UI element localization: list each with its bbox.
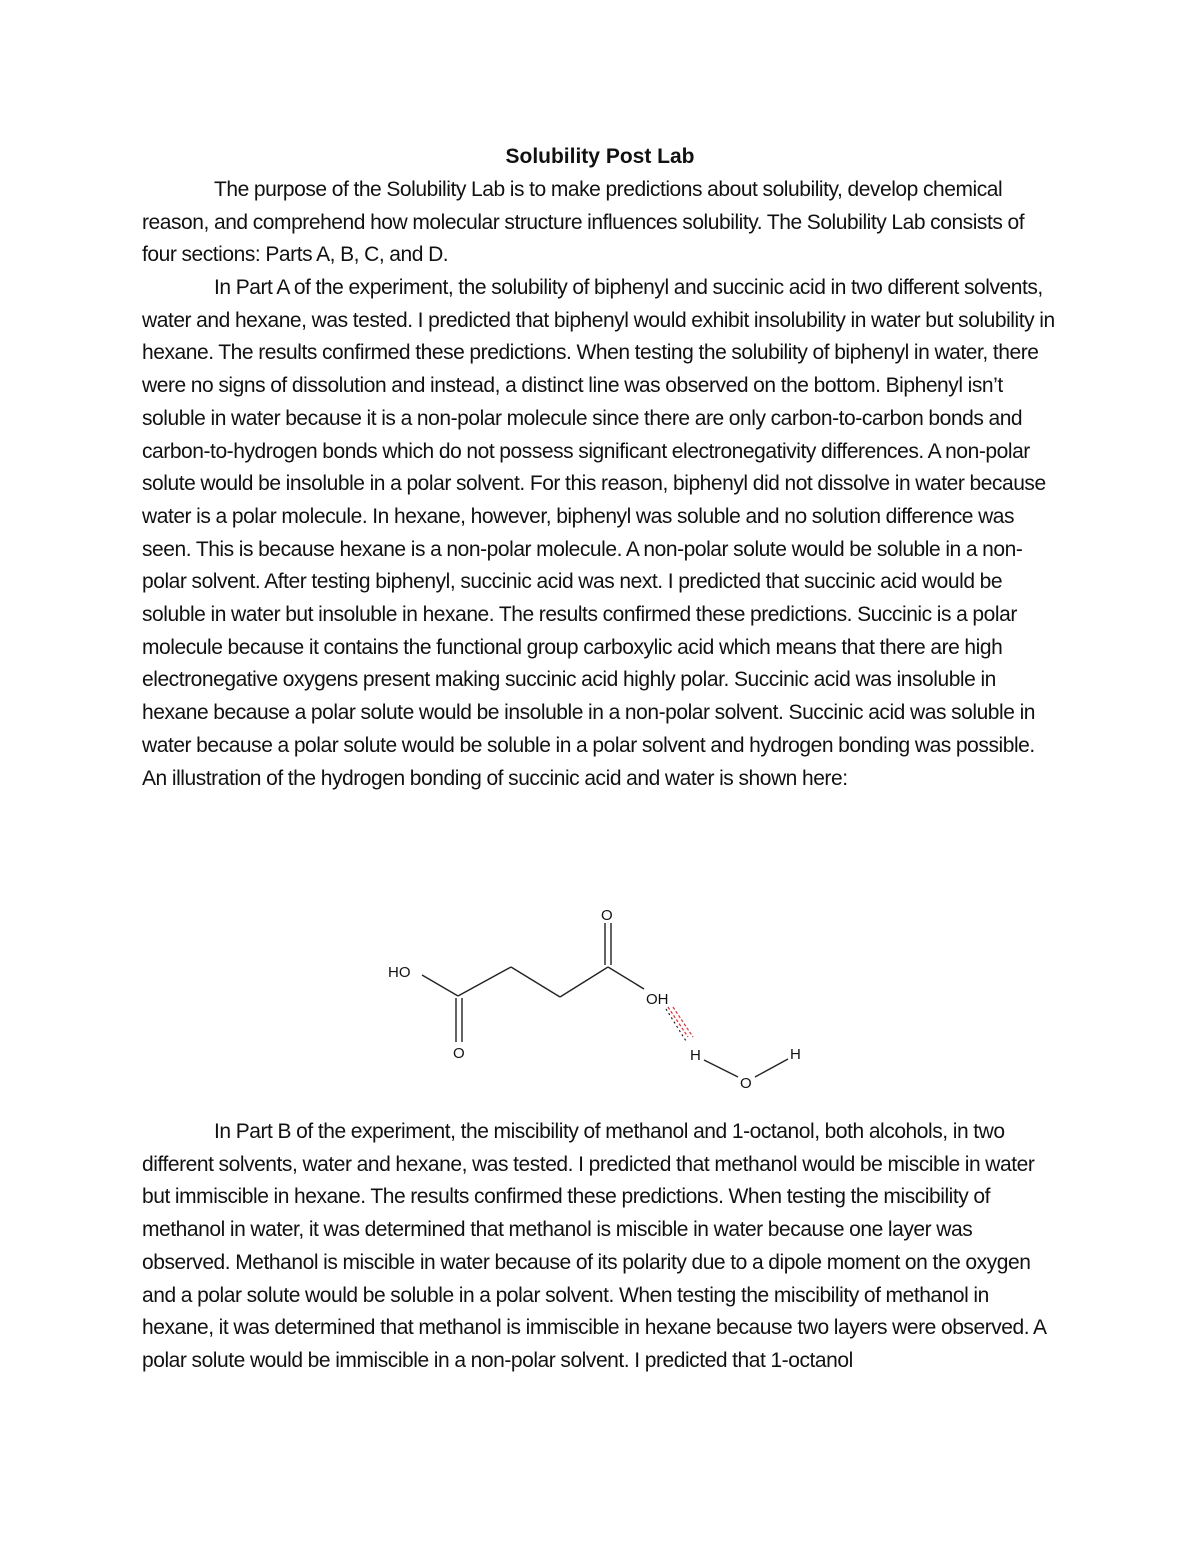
bond-c2-c3 xyxy=(511,967,560,997)
hbond-dashed-red-2 xyxy=(673,1007,693,1037)
label-ho-left: HO xyxy=(388,964,411,981)
succinic-acid-water-hbond-diagram xyxy=(370,895,830,1100)
bond-c3-c4 xyxy=(560,967,608,997)
molecule-bonds xyxy=(422,923,788,1077)
paragraph-purpose: The purpose of the Solubility Lab is to make predictions about solubility, develop chemical reason, and comprehend how molecular structure influences solubility. The Solubility Lab consists of four sections: Parts A, B, C, and D. xyxy=(142,178,1025,267)
bond-c1-c2 xyxy=(458,967,511,996)
paragraph-part-b: In Part B of the experiment, the miscibility of methanol and 1-octanol, both alcohols, in two different solvents, water and hexane, was tested. I predicted that methanol would be miscible in water but immiscible in hexane. The results confirmed these predictions. When testing the miscibility of methanol in water, it was determined that methanol is miscible in water because one layer was observed. Methanol is miscible in water because of its polarity due to a dipole moment on the oxygen and a polar solute would be soluble in a polar solvent. When testing the miscibility of methanol in hexane, it was determined that methanol is immiscible in hexane because two layers were observed. A polar solute would be immiscible in a non-polar solvent. I predicted that 1-octanol xyxy=(142,1120,1046,1372)
label-water-h-right: H xyxy=(790,1046,801,1063)
paragraph-part-a: In Part A of the experiment, the solubility of biphenyl and succinic acid in two different solvents, water and hexane, was tested. I predicted that biphenyl would exhibit insolubility in water but solubility in hexane. The results confirmed these predictions. When testing the solubility of biphenyl in water, there were no signs of dissolution and instead, a distinct line was observed on the bottom. Biphenyl isn’t soluble in water because it is a non-polar molecule since there are only carbon-to-carbon bonds and carbon-to-hydrogen bonds which do not possess significant electronegativity differences. A non-polar solute would be insoluble in a polar solvent. For this reason, biphenyl did not dissolve in water because water is a polar molecule. In hexane, however, biphenyl was soluble and no solution difference was seen. This is because hexane is a non-polar molecule. A non-polar solute would be soluble in a non-polar solvent. After testing biphenyl, succinic acid was next. I predicted that succinic acid would be soluble in water but insoluble in hexane. The results confirmed these predictions. Succinic is a polar molecule because it contains the functional group carboxylic acid which means that there are high electronegative oxygens present making succinic acid highly polar. Succinic acid was insoluble in hexane because a polar solute would be insoluble in a non-polar solvent. Succinic acid was soluble in water because a polar solute would be soluble in a polar solvent and hydrogen bonding was possible. An illustration of the hydrogen bonding of succinic acid and water is shown here: xyxy=(142,276,1055,790)
hbond-dashed-red xyxy=(668,1007,688,1037)
label-o-bottom: O xyxy=(453,1045,465,1062)
hydrogen-bond-marker xyxy=(666,1007,693,1041)
label-oh-right: OH xyxy=(646,991,669,1008)
label-o-top: O xyxy=(601,907,613,924)
label-water-h-left: H xyxy=(690,1047,701,1064)
document-title: Solubility Post Lab xyxy=(505,145,695,168)
label-water-o: O xyxy=(740,1075,752,1092)
bond-c4-oh xyxy=(608,967,644,989)
bond-water-h-right xyxy=(755,1059,788,1077)
hbond-dotted-black xyxy=(666,1009,686,1041)
bond-water-h-left xyxy=(704,1060,738,1077)
bond-ho-c1 xyxy=(422,975,458,996)
